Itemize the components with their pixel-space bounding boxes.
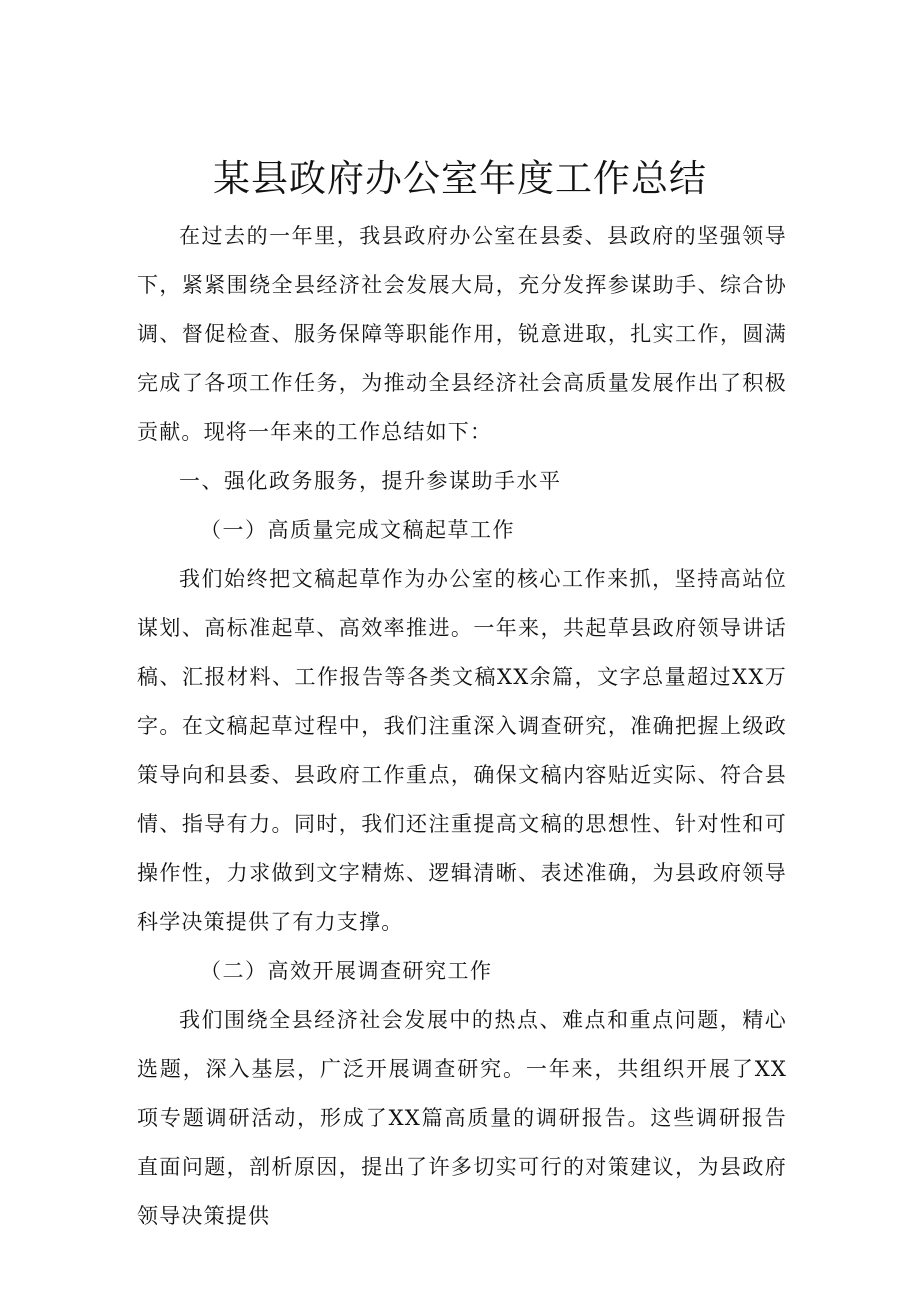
body-paragraph-1: 我们始终把文稿起草作为办公室的核心工作来抓，坚持高站位谋划、高标准起草、高效率推进。一年来，共起草县政府领导讲话稿、汇报材料、工作报告等各类文稿XX余篇，文字总量超过XX万字。在文稿起草过程中，我们注重深入调查研究，准确把握上级政策导向和县委、县政府工作重点，确保文稿内容贴近实际、符合县情、指导有力。同时，我们还注重提高文稿的思想性、针对性和可操作性，力求做到文字精炼、逻辑清晰、表述准确，为县政府领导科学决策提供了有力支撑。	[137, 567, 787, 934]
body-paragraph-2: 我们围绕全县经济社会发展中的热点、难点和重点问题，精心选题，深入基层，广泛开展调查研究。一年来，共组织开展了XX项专题调研活动，形成了XX篇高质量的调研报告。这些调研报告直面问题，剖析原因，提出了许多切实可行的对策建议，为县政府领导决策提供	[137, 1008, 787, 1228]
document-title: 某县政府办公室年度工作总结	[213, 157, 707, 200]
section-heading-1: 一、强化政务服务，提升参谋助手水平	[179, 469, 562, 493]
intro-paragraph: 在过去的一年里，我县政府办公室在县委、县政府的坚强领导下，紧紧围绕全县经济社会发展大局，充分发挥参谋助手、综合协调、督促检查、服务保障等职能作用，锐意进取，扎实工作，圆满完成了各项工作任务，为推动全县经济社会高质量发展作出了积极贡献。现将一年来的工作总结如下：	[137, 224, 787, 444]
subsection-heading-1: （一）高质量完成文稿起草工作	[200, 518, 515, 542]
document-body	[137, 212, 787, 1241]
subsection-heading-2: （二）高效开展调查研究工作	[200, 959, 493, 983]
